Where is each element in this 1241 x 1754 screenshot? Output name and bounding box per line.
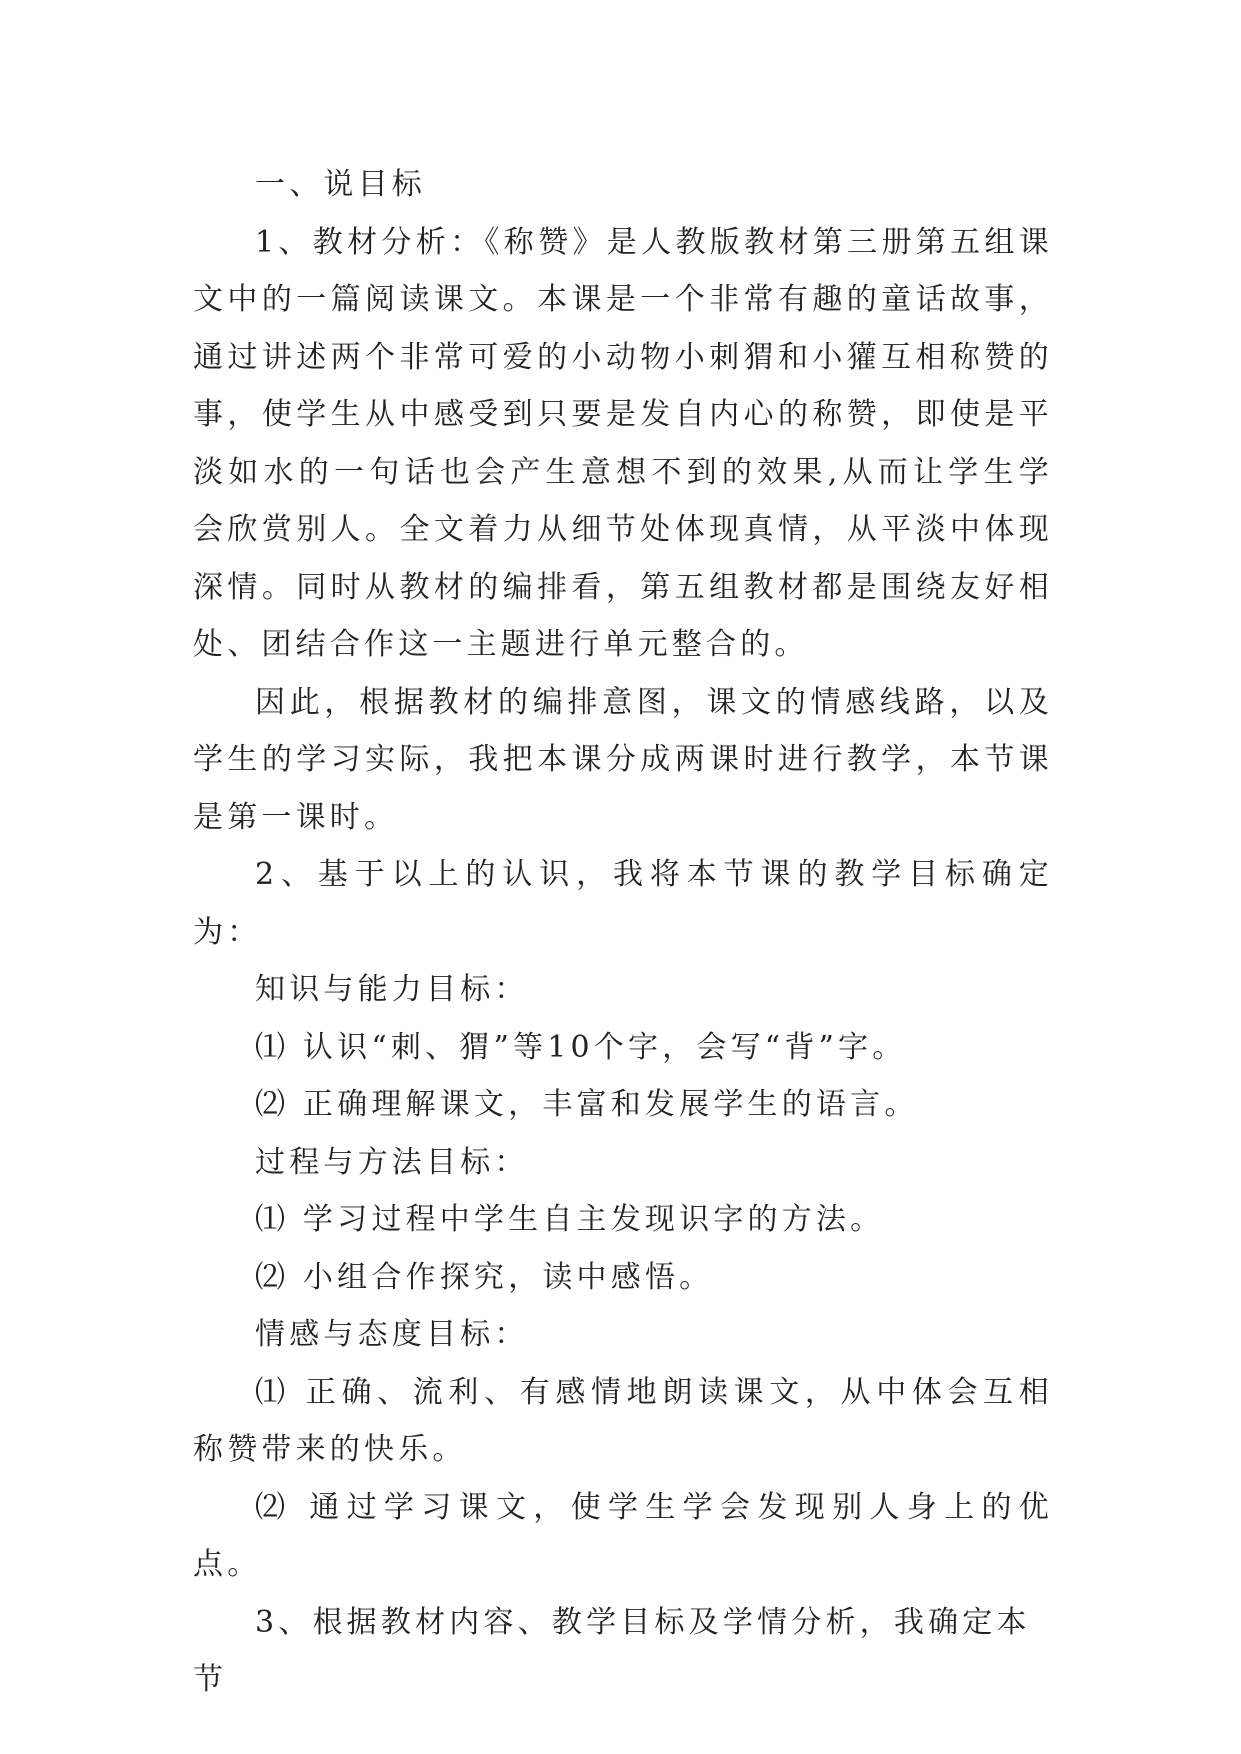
paragraph-objectives-intro: 2、基于以上的认识，我将本节课的教学目标确定为： <box>193 857 1053 950</box>
document-body <box>193 156 1053 1709</box>
section-heading: 一、说目标 <box>255 167 426 202</box>
list-item: ⑵ 通过学习课文，使学生学会发现别人身上的优点。 <box>193 1489 1053 1582</box>
paragraph-teaching-focus: 3、根据教材内容、教学目标及学情分析，我确定本节 <box>193 1604 1031 1697</box>
list-item: ⑵ 正确理解课文，丰富和发展学生的语言。 <box>255 1087 919 1122</box>
subheading-process-method: 过程与方法目标： <box>255 1144 529 1180</box>
paragraph-textbook-analysis: 1、教材分析：《称赞》是人教版教材第三册第五组课文中的一篇阅读课文。本课是一个非常有趣的童话故事，通过讲述两个非常可爱的小动物小刺猬和小獾互相称赞的事，使学生从中感受到只要是发自内心的称赞，即使是平淡如水的一句话也会产生意想不到的效果,从而让学生学会欣赏别人。全文着力从细节处体现真情，从平淡中体现深情。同时从教材的编排看，第五组教材都是围绕友好相处、团结合作这一主题进行单元整合的。 <box>193 224 1053 662</box>
list-item: ⑴ 学习过程中学生自主发现识字的方法。 <box>255 1202 885 1237</box>
subheading-knowledge-ability: 知识与能力目标： <box>255 972 529 1007</box>
paragraph-lesson-plan: 因此，根据教材的编排意图，课文的情感线路，以及学生的学习实际，我把本课分成两课时进行教学，本节课是第一课时。 <box>193 684 1053 835</box>
list-item: ⑵ 小组合作探究，读中感悟。 <box>255 1259 714 1295</box>
list-item: ⑴ 正确、流利、有感情地朗读课文，从中体会互相称赞带来的快乐。 <box>193 1374 1053 1467</box>
subheading-emotion-attitude: 情感与态度目标： <box>255 1317 529 1352</box>
list-item: ⑴ 认识“刺、猬”等10个字，会写“背”字。 <box>255 1029 907 1065</box>
